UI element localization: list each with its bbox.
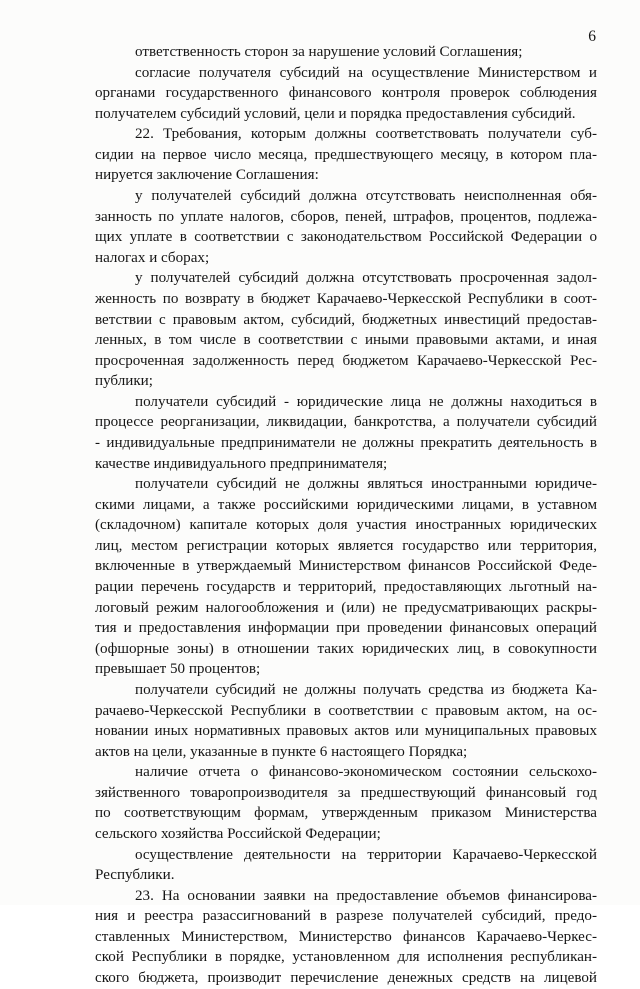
text-line: актов на цели, указанные в пункте 6 настоящего Порядка;: [95, 743, 468, 760]
text-line: (офшорные зоны) в отношении таких юридических лиц, в совокупности: [95, 640, 597, 657]
text-line: 22. Требования, которым должны соответствовать получатели суб-: [135, 126, 597, 143]
text-line: сидии на первое число месяца, предшествующего месяцу, в котором пла-: [95, 146, 597, 163]
text-line: налогах и сборах;: [95, 249, 210, 266]
text-line: ского бюджета, производит перечисление денежных средств на лицевой: [95, 970, 597, 987]
text-line: рачаево-Черкесской Республики в соответствии с правовым актом, на ос-: [95, 702, 597, 719]
text-line: тия и предоставления информации при проведении финансовых операций: [95, 620, 597, 637]
text-line: зяйственного товаропроизводителя за предшествующий финансовый год: [95, 784, 597, 801]
text-line: качестве индивидуального предпринимателя;: [95, 455, 388, 472]
text-line: просроченная задолженность перед бюджетом Карачаево-Черкесской Рес-: [95, 352, 597, 369]
text-line: ставленных Министерством, Министерство финансов Карачаево-Черкес-: [95, 928, 597, 945]
text-line: ветствии с правовым актом, субсидий, бюджетных инвестиций предостав-: [95, 311, 597, 328]
text-line: получателем субсидий условий, цели и порядка предоставления субсидий.: [95, 105, 576, 122]
text-line: у получателей субсидий должна отсутствовать неисполненная обя-: [135, 188, 597, 205]
text-line: рации перечень государств и территорий, предоставляющих льготный на-: [95, 579, 597, 596]
text-line: скими лицами, а также российскими юридическими лицами, в уставном: [95, 496, 597, 513]
text-line: 23. На основании заявки на предоставление объемов финансирова-: [135, 887, 597, 904]
text-line: нируется заключение Соглашения:: [95, 167, 319, 184]
text-line: по соответствующим формам, утвержденным приказом Министерства: [95, 805, 597, 822]
text-line: лиц, местом регистрации которых является государство или территория,: [95, 537, 597, 554]
text-line: логовый режим налогообложения и (или) не предусматривающих раскры-: [95, 599, 597, 616]
text-line: согласие получателя субсидий на осуществление Министерством и: [135, 64, 597, 81]
text-line: органами государственного финансового контроля проверок соблюдения: [95, 85, 597, 102]
text-line: ленных, в том числе в соответствии с иными правовыми актами, и иная: [95, 332, 597, 349]
text-line: получатели субсидий не должны являться иностранными юридиче-: [135, 476, 597, 493]
text-line: превышает 50 процентов;: [95, 661, 261, 678]
text-line: женность по возврату в бюджет Карачаево-Черкесской Республики в соот-: [95, 290, 597, 307]
text-line: ния и реестра разассигнований в разрезе получателей субсидий, предо-: [95, 908, 597, 925]
text-line: - индивидуальные предприниматели не должны прекратить деятельность в: [95, 434, 597, 451]
text-line: процессе реорганизации, ликвидации, банкротства, а получатели субсидий: [95, 414, 597, 431]
page-number: 6: [588, 28, 596, 45]
document-body: [95, 42, 597, 989]
text-line: получатели субсидий - юридические лица не должны находиться в: [135, 393, 597, 410]
text-line: наличие отчета о финансово-экономическом состоянии сельскохо-: [135, 764, 597, 781]
text-line: у получателей субсидий должна отсутствовать просроченная задол-: [135, 270, 597, 287]
text-line: публики;: [95, 373, 153, 390]
text-line: ответственность сторон за нарушение условий Соглашения;: [135, 44, 523, 60]
text-line: Республики.: [95, 867, 175, 884]
text-line: сельского хозяйства Российской Федерации;: [95, 825, 381, 842]
text-line: получатели субсидий не должны получать средства из бюджета Ка-: [135, 681, 597, 698]
text-line: включенные в утверждаемый Министерством финансов Российской Феде-: [95, 558, 597, 575]
text-line: осуществление деятельности на территории Карачаево-Черкесской: [135, 846, 597, 863]
text-line: ской Республики в порядке, установленном для исполнения республикан-: [95, 949, 597, 966]
text-line: (складочном) капитале которых доля участия иностранных юридических: [95, 517, 597, 534]
text-line: новании иных нормативных правовых актов или муниципальных правовых: [95, 723, 597, 740]
text-line: щих уплате в соответствии с законодательством Российской Федерации о: [95, 229, 597, 246]
text-line: занность по уплате налогов, сборов, пеней, штрафов, процентов, подлежа-: [95, 208, 597, 225]
